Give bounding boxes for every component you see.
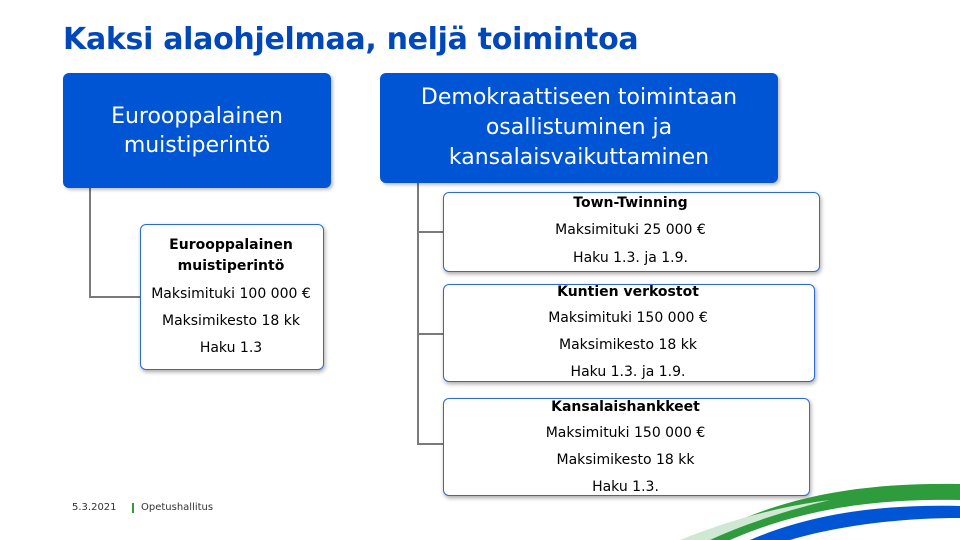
right-connector-vertical	[417, 183, 419, 445]
card-max-grant: Maksimituki 150 000 €	[548, 310, 708, 326]
logo-swoosh-icon	[680, 470, 960, 540]
program-box-european-remembrance	[63, 73, 331, 188]
page-title: Kaksi alaohjelmaa, neljä toimintoa	[63, 22, 639, 57]
card-title: Kuntien verkostot	[557, 284, 699, 300]
card-max-duration: Maksimikesto 18 kk	[162, 313, 300, 329]
card-max-grant: Maksimituki 150 000 €	[545, 425, 706, 441]
footer-organization: Opetushallitus	[141, 502, 214, 513]
card-max-grant: Maksimituki 100 000 €	[151, 286, 311, 302]
footer-date: 5.3.2021	[72, 502, 117, 513]
program-box-democratic-participation	[380, 73, 778, 183]
card-max-duration: Maksimikesto 18 kk	[556, 452, 695, 468]
card-title: Kansalaishankkeet	[551, 399, 700, 415]
right-connector-2	[417, 333, 443, 335]
card-title: Town-Twinning	[573, 195, 688, 211]
card-max-grant: Maksimituki 25 000 €	[555, 222, 706, 238]
card-title-line: muistiperintö	[177, 258, 285, 274]
card-title-line: Eurooppalainen	[169, 237, 293, 253]
card-deadline: Haku 1.3. ja 1.9.	[570, 364, 686, 380]
card-max-duration: Maksimikesto 18 kk	[559, 337, 697, 353]
left-connector-horizontal	[89, 296, 141, 298]
footer-separator	[132, 503, 134, 513]
card-deadline: Haku 1.3	[199, 340, 263, 356]
right-connector-1	[417, 231, 443, 233]
left-connector-vertical	[89, 188, 91, 298]
card-deadline: Haku 1.3.	[592, 479, 659, 495]
program-title-line: kansalaisvaikuttaminen	[448, 145, 710, 170]
program-title-line: Demokraattiseen toimintaan	[420, 85, 738, 110]
program-title-line: osallistuminen ja	[485, 115, 673, 140]
program-title-line: Eurooppalainen	[111, 103, 283, 129]
card-deadline: Haku 1.3. ja 1.9.	[573, 250, 688, 266]
right-connector-3	[417, 443, 443, 445]
program-title-line: muistiperintö	[123, 132, 271, 158]
